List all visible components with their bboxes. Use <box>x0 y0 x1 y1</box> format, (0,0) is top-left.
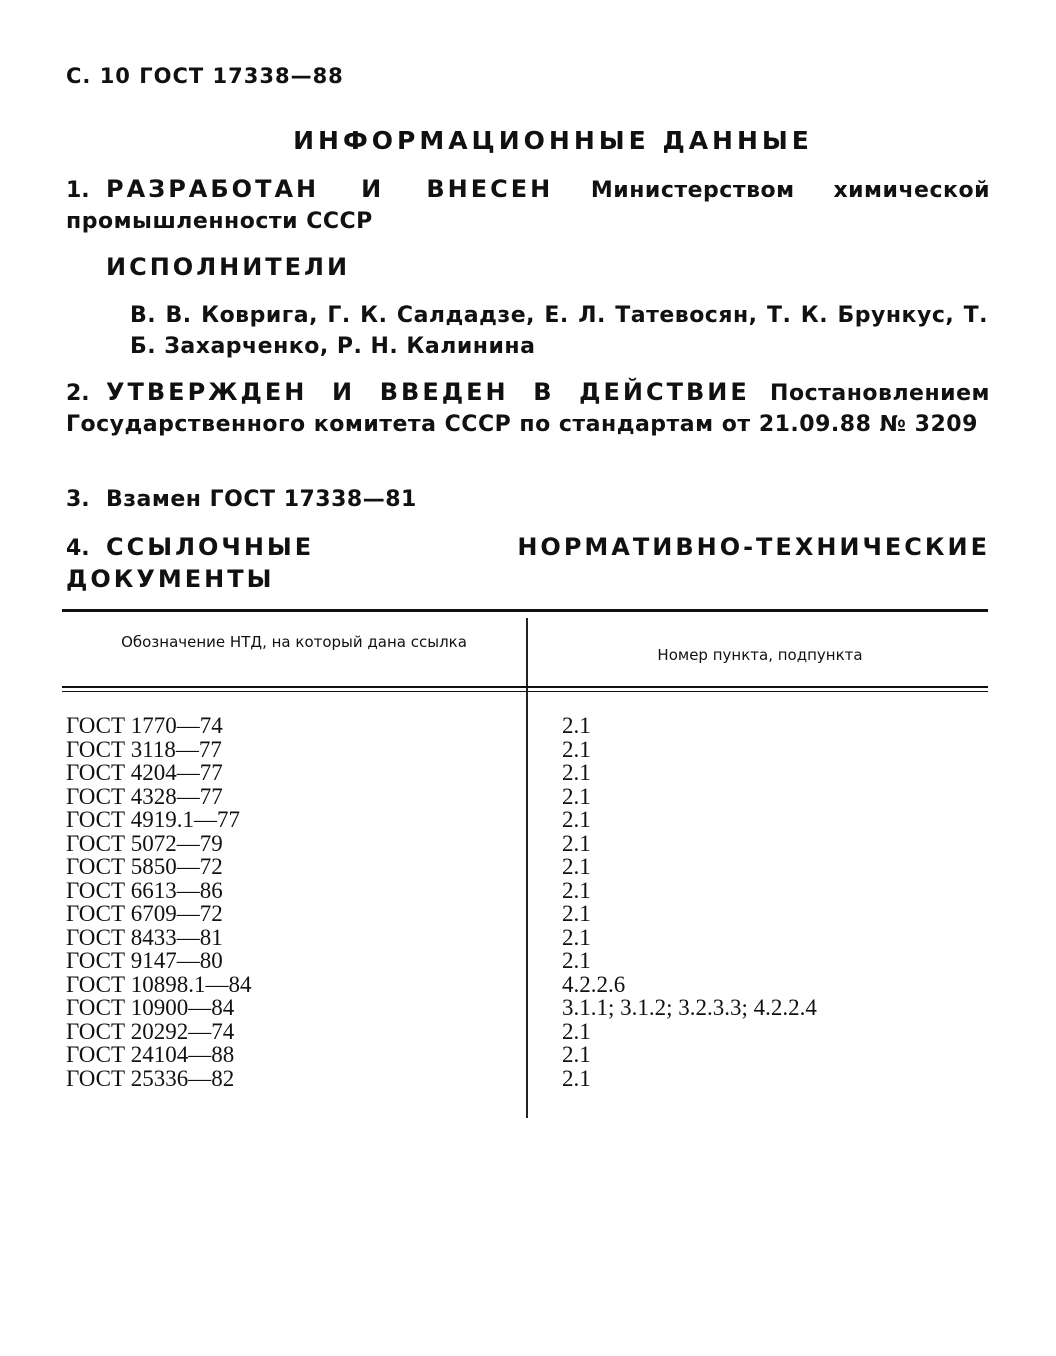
item-4 <box>66 532 990 596</box>
table-cell-designation: ГОСТ 1770—74 <box>66 713 223 738</box>
table-column-designations <box>66 714 252 1090</box>
table-cell-designation: ГОСТ 4204—77 <box>66 760 223 785</box>
item-3-text: Взамен ГОСТ 17338—81 <box>106 487 417 512</box>
table-cell-clause: 2.1 <box>562 1065 591 1091</box>
item-4-number: 4. <box>66 536 90 561</box>
table-cell-clause: 2.1 <box>562 877 591 903</box>
table-cell-designation: ГОСТ 4328—77 <box>66 783 223 809</box>
table-cell-designation: ГОСТ 8433—81 <box>66 924 223 950</box>
table-cell-designation: ГОСТ 25336—82 <box>66 1065 235 1091</box>
item-2 <box>66 377 990 440</box>
table-cell-designation: ГОСТ 6613—86 <box>66 877 223 903</box>
table-cell-clause: 2.1 <box>562 830 591 856</box>
table-cell-clause: 2.1 <box>562 713 591 738</box>
table-cell-designation: ГОСТ 6709—72 <box>66 901 223 926</box>
table-cell-clause: 2.1 <box>562 854 591 879</box>
item-3-number: 3. <box>66 487 90 512</box>
table-cell-clause: 2.1 <box>562 948 591 973</box>
item-2-caps: УТВЕРЖДЕН И ВВЕДЕН В ДЕЙСТВИЕ <box>106 378 750 406</box>
document-title: ИНФОРМАЦИОННЫЕ ДАННЫЕ <box>293 126 813 155</box>
item-1-number: 1. <box>66 178 90 203</box>
table-cell-designation: ГОСТ 4919.1—77 <box>66 807 241 832</box>
performers-heading: ИСПОЛНИТЕЛИ <box>106 253 351 281</box>
item-1 <box>66 174 990 237</box>
table-cell-clause: 2.1 <box>562 736 591 762</box>
table-cell-clause: 2.1 <box>562 760 591 785</box>
table-cell-clause: 3.1.1; 3.1.2; 3.2.3.3; 4.2.2.4 <box>562 995 817 1020</box>
item-2-number: 2. <box>66 381 90 406</box>
table-cell-clause: 2.1 <box>562 807 591 832</box>
performers-list: В. В. Коврига, Г. К. Салдадзе, Е. Л. Татевосян, Т. К. Брункус, Т. Б. Захарченко, Р. Н. Калинина <box>130 303 988 359</box>
table-cell-designation: ГОСТ 10900—84 <box>66 995 235 1020</box>
table-header-rule <box>62 686 988 688</box>
table-header-rule-double <box>62 691 988 692</box>
table-cell-designation: ГОСТ 5072—79 <box>66 830 223 856</box>
table-header-designation: Обозначение НТД, на который дана ссылка <box>121 633 467 651</box>
table-cell-designation: ГОСТ 10898.1—84 <box>66 971 252 997</box>
item-1-caps: РАЗРАБОТАН И ВНЕСЕН <box>106 175 554 203</box>
table-header-clause: Номер пункта, подпункта <box>657 646 863 664</box>
item-4-caps: ССЫЛОЧНЫЕ НОРМАТИВНО-ТЕХНИЧЕСКИЕ ДОКУМЕНТЫ <box>66 533 990 593</box>
item-3 <box>66 484 990 515</box>
table-column-clauses <box>562 714 817 1090</box>
table-cell-designation: ГОСТ 9147—80 <box>66 948 223 973</box>
page-header: С. 10 ГОСТ 17338—88 <box>66 64 344 88</box>
table-cell-clause: 2.1 <box>562 1042 591 1067</box>
table-column-divider <box>526 618 528 1118</box>
table-cell-clause: 2.1 <box>562 924 591 950</box>
item-1-text: Министерством химической промышленности СССР <box>66 178 990 234</box>
table-cell-designation: ГОСТ 3118—77 <box>66 736 222 762</box>
item-2-text: Постановлением Государственного комитета СССР по стандартам от 21.09.88 № 3209 <box>66 381 990 437</box>
table-cell-clause: 4.2.2.6 <box>562 971 626 997</box>
table-cell-clause: 2.1 <box>562 901 591 926</box>
table-cell-clause: 2.1 <box>562 1018 591 1044</box>
table-cell-designation: ГОСТ 5850—72 <box>66 854 223 879</box>
table-cell-designation: ГОСТ 24104—88 <box>66 1042 235 1067</box>
table-cell-clause: 2.1 <box>562 783 591 809</box>
table-top-rule <box>62 609 988 612</box>
table-cell-designation: ГОСТ 20292—74 <box>66 1018 235 1044</box>
